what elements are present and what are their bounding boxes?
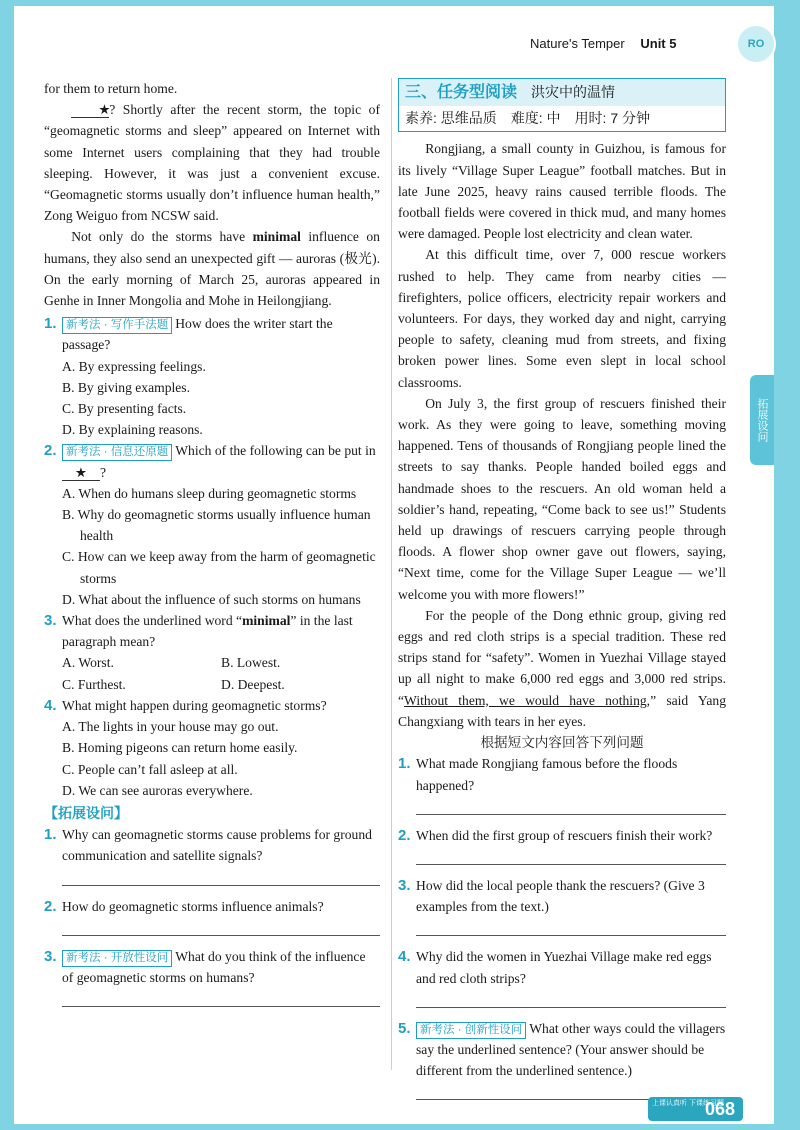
option: B. Homing pigeons can return home easily. [62,740,298,756]
option: D. We can see auroras everywhere. [62,782,253,798]
paragraph-end: for them to return home. [44,81,178,96]
star-blank: ★ [71,102,109,118]
answer-line[interactable] [62,867,380,886]
running-header [530,36,676,51]
option: B. By giving examples. [62,379,190,395]
passage-para-3: On July 3, the first group of rescuers finished their work. As they were going to leave, something moving happened. Tens of thousands of Rongjiang people lined the streets to say thanks. People handed boiled eggs and handmade shoes to the rescuers. An old woman held a soldier’s hand, repeating, “Come back to see us!” Students held up drawings of rescuers carrying people through floods. A flower shop owner gave out flowers, saying, “Next time, come for the Village Super League — we’ll welcome you with more flowers!” [398,395,726,602]
right-column [398,78,726,1110]
passage-para-2: At this difficult time, over 7, 000 rescue workers rushed to help. They came from nearby cities — firefighters, police officers, electricity repair workers and volunteers. For days, they worked day and night, carrying people to safety, cleaning mud from streets, and fixing broken power lines. Some even slept in local school classrooms. [398,247,726,390]
footer-slogan: 上课认真听 下课练习题 [652,1100,724,1107]
reading-question-3: 3. How did the local people thank the rescuers? (Give 3 examples from the text.) [398,876,705,915]
section-heading: 三、任务型阅读 [405,84,518,101]
option: D. By explaining reasons. [62,422,203,438]
answer-line[interactable] [416,917,726,936]
answer-line[interactable] [62,988,380,1007]
extend-question-3: 3. 新考法 · 开放性设问 What do you think of the influence of geomagnetic storms on humans? [44,947,366,985]
section-box [398,78,726,132]
page-number: 上课认真听 下课练习题 068 [648,1097,743,1121]
question-tag: 新考法 · 信息还原题 [62,444,172,461]
option: A. The lights in your house may go out. [62,719,279,735]
option: D. What about the influence of such storms on humans [62,591,361,607]
question-tag: 新考法 · 写作手法题 [62,317,172,334]
extend-question-1: 1. Why can geomagnetic storms cause problems for ground communication and satellite signals? [44,826,372,864]
answer-line[interactable] [416,796,726,815]
question-4: 4. What might happen during geomagnetic storms? [44,696,327,714]
left-column [44,78,380,1017]
option-row: C. Furthest. D. Deepest. [62,676,285,692]
question-tag: 新考法 · 开放性设问 [62,950,172,967]
option: C. How can we keep away from the harm of geomagnetic storms [62,549,376,586]
option: C. By presenting facts. [62,401,187,417]
reading-question-2: 2. When did the first group of rescuers finish their work? [398,826,713,844]
paragraph-3: Not only do the storms have minimal influence on humans, they also send an unexpected gift — auroras (极光). On the early morning of March 25, auroras appeared in Genhe in Inner Mongolia and Mohe in Heilongjiang. [44,229,380,309]
question-tag: 新考法 · 创新性设问 [416,1022,526,1039]
option-row: A. Worst. B. Lowest. [62,655,281,671]
keyword-minimal: minimal [252,229,301,245]
column-divider [391,78,392,1070]
question-3: 3. What does the underlined word “minimal” in the last paragraph mean? [44,612,353,650]
publisher-logo: RO [736,24,776,64]
time-label: 用时: 7 分钟 [574,110,651,127]
instruction: 根据短文内容回答下列问题 [480,735,644,751]
answer-line[interactable] [62,917,380,936]
unit-label: Unit 5 [640,36,677,51]
difficulty-label: 难度: 中 [510,110,561,127]
question-2: 2. 新考法 · 信息还原题 Which of the following can be put in ★ ? [44,442,376,480]
paragraph-2: ★? Shortly after the recent storm, the topic of “geomagnetic storms and sleep” appeared on Internet with some Internet users complaining that they had trouble sleeping. However, it was just a convenient excuse. “Geomagnetic storms usually don’t influence human health,” Zong Weiguo from NCSW said. [44,102,380,224]
book-title: Nature's Temper [530,36,625,51]
passage-para-1: Rongjiang, a small county in Guizhou, is famous for its lively “Village Super League” football matches. But in late June 2025, heavy rains caused terrible floods. The football fields were covered in thick mud, and many homes were damaged. People lost electricity and clean water. [398,141,726,242]
reading-question-5: 5. 新考法 · 创新性设问 What other ways could the villagers say the underlined sentence? (Your answer should be different from the underlined sentence.) [398,1019,726,1079]
reading-question-4: 4. Why did the women in Yuezhai Village make red eggs and red cloth strips? [398,948,712,986]
option: A. When do humans sleep during geomagnetic storms [62,485,357,501]
option: C. People can’t fall asleep at all. [62,761,238,777]
star-blank: ★ [62,465,100,481]
side-tab: 拓展设问 [750,375,774,465]
answer-line[interactable] [416,846,726,865]
reading-question-1: 1. What made Rongjiang famous before the floods happened? [398,755,678,793]
option: A. By expressing feelings. [62,358,206,374]
question-1: 1. 新考法 · 写作手法题 How does the writer start the passage? [44,315,333,353]
literacy-label: 素养: 思维品质 [405,110,497,127]
passage-para-4: For the people of the Dong ethnic group, giving red eggs and red cloth strips is a special tradition. These red strips stand for “safety”. Women in Yuezhai Village stayed up all night to make 6,000 red eggs and 3,000 red strips. “Without them, we would have nothing,” said Yang Changxiang with tears in her eyes. [398,607,726,729]
extend-question-2: 2. How do geomagnetic storms influence animals? [44,897,324,915]
answer-line[interactable] [416,989,726,1008]
extend-title: 【拓展设问】 [44,804,128,821]
passage-title: 洪灾中的温情 [531,84,616,100]
option: B. Why do geomagnetic storms usually influence human health [62,507,371,544]
underlined-sentence: Without them, we would have nothing, [404,692,651,708]
